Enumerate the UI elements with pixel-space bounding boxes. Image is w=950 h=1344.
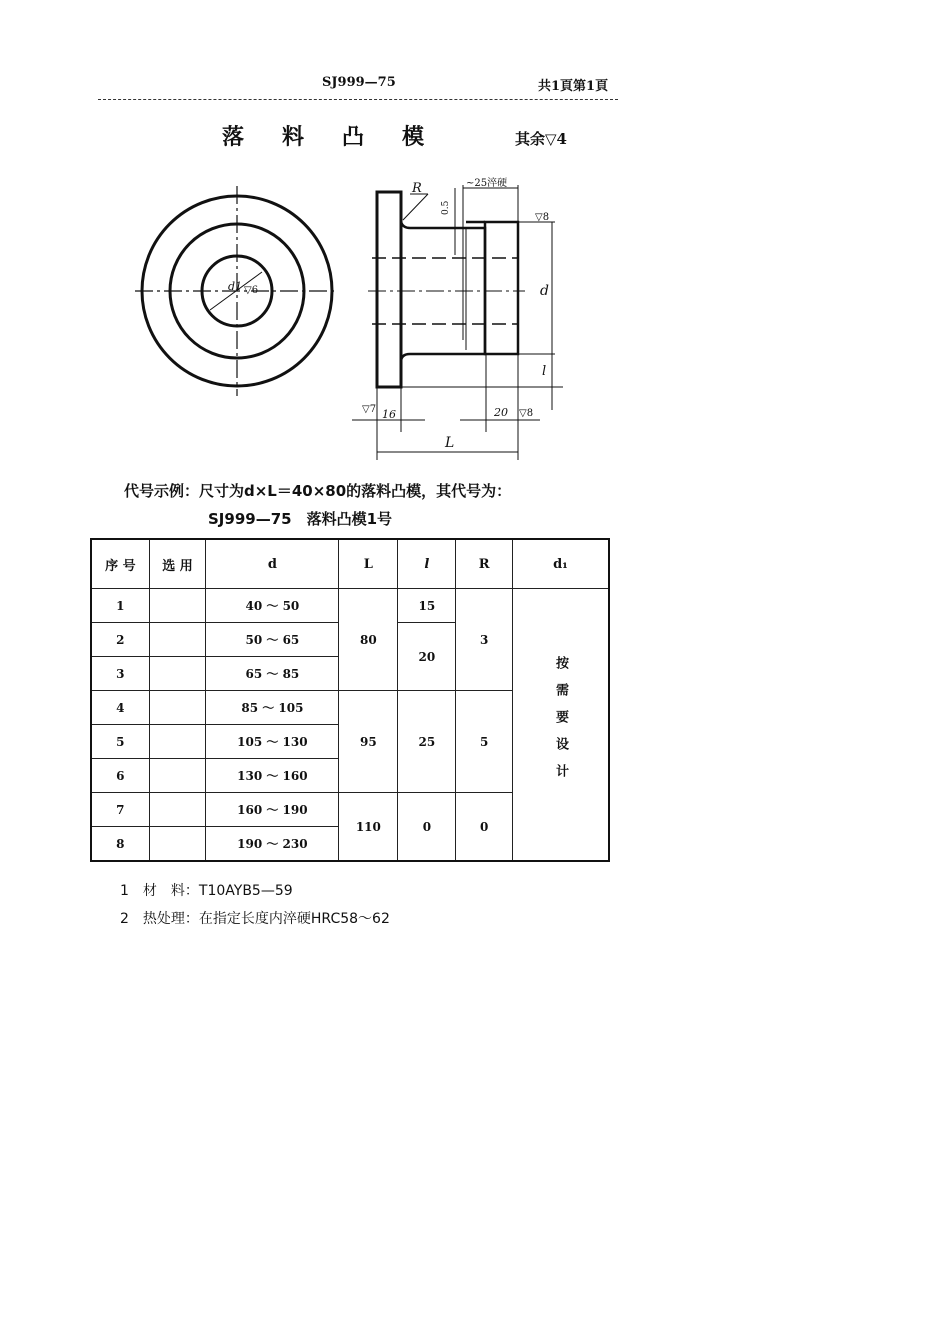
standard-code: SJ999—75 bbox=[322, 75, 396, 90]
header-L: L bbox=[339, 539, 398, 589]
header-no: 序 号 bbox=[91, 539, 149, 589]
radius-label: R bbox=[412, 181, 422, 196]
note-heat-treatment: 2 热处理：在指定长度内淬硬HRC58～62 bbox=[120, 911, 390, 927]
l-value: 15 bbox=[398, 589, 456, 623]
d-range: 190 ～ 230 bbox=[206, 827, 339, 862]
finish8b-label: ▽8 bbox=[519, 408, 534, 419]
L-value: 80 bbox=[339, 589, 398, 691]
select-cell bbox=[149, 691, 206, 725]
spec-table bbox=[90, 538, 610, 862]
select-cell bbox=[149, 759, 206, 793]
d-range: 65 ～ 85 bbox=[206, 657, 339, 691]
table-row bbox=[91, 589, 609, 623]
harden-label: ~25淬硬 bbox=[466, 178, 508, 189]
row-no: 1 bbox=[91, 589, 149, 623]
finish8-label: ▽8 bbox=[535, 212, 550, 223]
d-range: 50 ～ 65 bbox=[206, 623, 339, 657]
select-cell bbox=[149, 725, 206, 759]
header-l: l bbox=[398, 539, 456, 589]
L-value: 95 bbox=[339, 691, 398, 793]
code-example-line1: 代号示例：尺寸为d×L＝40×80的落料凸模，其代号为： bbox=[124, 482, 512, 500]
header-R: R bbox=[456, 539, 513, 589]
R-value: 0 bbox=[456, 793, 513, 862]
L-value: 110 bbox=[339, 793, 398, 862]
d1-note bbox=[513, 589, 610, 862]
d-range: 160 ～ 190 bbox=[206, 793, 339, 827]
header-d1: d₁ bbox=[513, 539, 610, 589]
header-select: 选 用 bbox=[149, 539, 206, 589]
L-dim-label: L bbox=[445, 435, 455, 451]
roughness-note: 其余▽4 bbox=[515, 130, 567, 148]
l-value: 20 bbox=[398, 623, 456, 691]
d1-note-text: 按需要设计 bbox=[553, 655, 568, 791]
dim16-label: 16 bbox=[382, 408, 396, 421]
row-no: 7 bbox=[91, 793, 149, 827]
d-range: 105 ～ 130 bbox=[206, 725, 339, 759]
select-cell bbox=[149, 793, 206, 827]
row-no: 3 bbox=[91, 657, 149, 691]
l-dim-label: l bbox=[542, 364, 547, 379]
d1-label: d1 bbox=[228, 280, 243, 293]
header-d: d bbox=[206, 539, 339, 589]
technical-drawing bbox=[0, 0, 950, 470]
d05-label: 0.5 bbox=[441, 200, 451, 215]
finish7-label: ▽7 bbox=[362, 404, 377, 415]
table-header-row bbox=[91, 539, 609, 589]
side-view bbox=[352, 176, 563, 460]
page-info: 共1頁第1頁 bbox=[538, 79, 609, 94]
R-value: 5 bbox=[456, 691, 513, 793]
row-no: 4 bbox=[91, 691, 149, 725]
code-example-line2: SJ999—75 落料凸模1号 bbox=[208, 510, 393, 528]
front-view bbox=[135, 186, 338, 396]
finish6-label: ▽6 bbox=[244, 285, 259, 296]
select-cell bbox=[149, 657, 206, 691]
d-range: 40 ～ 50 bbox=[206, 589, 339, 623]
R-value: 3 bbox=[456, 589, 513, 691]
d-dim-label: d bbox=[540, 283, 549, 299]
l-value: 0 bbox=[398, 793, 456, 862]
dim20-label: 20 bbox=[494, 406, 508, 419]
row-no: 6 bbox=[91, 759, 149, 793]
d-range: 130 ～ 160 bbox=[206, 759, 339, 793]
l-value: 25 bbox=[398, 691, 456, 793]
note-material: 1 材 料：T10AYB5—59 bbox=[120, 883, 293, 899]
d-range: 85 ～ 105 bbox=[206, 691, 339, 725]
select-cell bbox=[149, 589, 206, 623]
select-cell bbox=[149, 623, 206, 657]
select-cell bbox=[149, 827, 206, 862]
row-no: 8 bbox=[91, 827, 149, 862]
row-no: 2 bbox=[91, 623, 149, 657]
page-title: 落料凸模 bbox=[222, 125, 463, 150]
row-no: 5 bbox=[91, 725, 149, 759]
